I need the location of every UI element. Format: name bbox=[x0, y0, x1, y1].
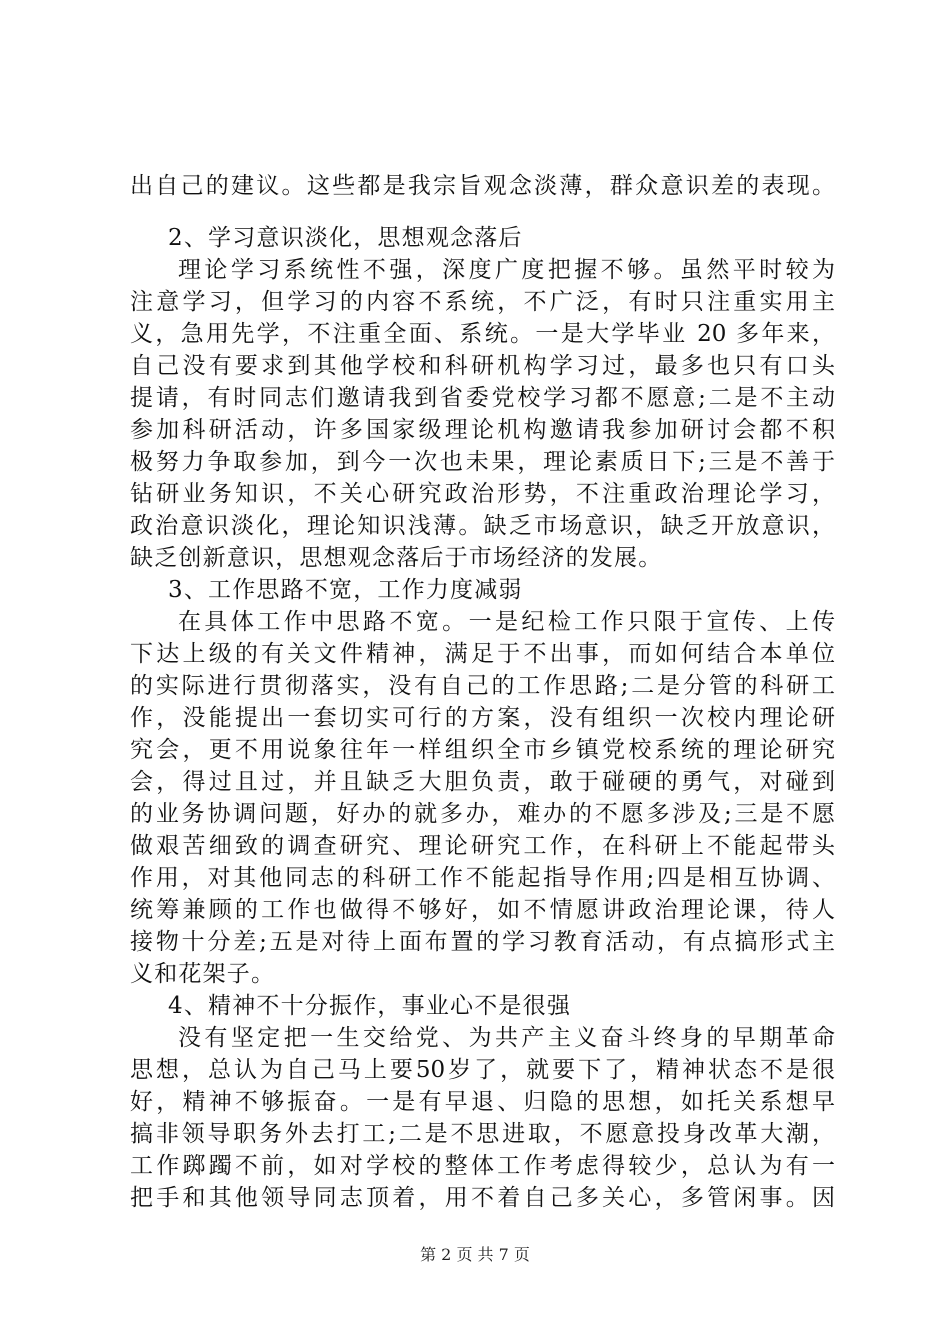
document-body bbox=[130, 170, 835, 1214]
paragraph-line: 缺乏创新意识，思想观念落后于市场经济的发展。 bbox=[130, 545, 663, 571]
paragraph-gap bbox=[130, 202, 835, 222]
paragraph-line: 义，急用先学，不注重全面、系统。一是大学毕业 20 多年来， bbox=[130, 321, 835, 347]
paragraph-line: 作用，对其他同志的科研工作不能起指导作用;四是相互协调、 bbox=[130, 865, 835, 891]
paragraph-line: 理论学习系统性不强，深度广度把握不够。虽然平时较为 bbox=[178, 257, 835, 283]
paragraph-line: 下达上级的有关文件精神，满足于不出事，而如何结合本单位 bbox=[130, 641, 835, 667]
section-heading-3: 3、工作思路不宽，工作力度减弱 bbox=[168, 577, 523, 603]
paragraph-line: 极努力争取参加，到今一次也未果，理论素质日下;三是不善于 bbox=[130, 449, 835, 475]
paragraph-line: 提请，有时同志们邀请我到省委党校学习都不愿意;二是不主动 bbox=[130, 385, 835, 411]
section-heading-4: 4、精神不十分振作，事业心不是很强 bbox=[168, 993, 572, 1019]
paragraph-line: 思想，总认为自己马上要50岁了，就要下了，精神状态不是很 bbox=[130, 1057, 835, 1083]
paragraph-line: 出自己的建议。这些都是我宗旨观念淡薄，群众意识差的表现。 bbox=[130, 173, 835, 199]
paragraph-line: 把手和其他领导同志顶着，用不着自己多关心，多管闲事。因 bbox=[130, 1185, 835, 1211]
paragraph-line: 好，精神不够振奋。一是有早退、归隐的思想，如托关系想早 bbox=[130, 1089, 835, 1115]
paragraph-line: 注意学习，但学习的内容不系统，不广泛，有时只注重实用主 bbox=[130, 289, 835, 315]
page-number-footer: 第 2 页 共 7 页 bbox=[420, 1245, 530, 1264]
paragraph-line: 会，得过且过，并且缺乏大胆负责，敢于碰硬的勇气，对碰到 bbox=[130, 769, 835, 795]
paragraph-line: 作，没能提出一套切实可行的方案，没有组织一次校内理论研 bbox=[130, 705, 835, 731]
paragraph-line: 没有坚定把一生交给党、为共产主义奋斗终身的早期革命 bbox=[178, 1025, 835, 1051]
paragraph-line: 参加科研活动，许多国家级理论机构邀请我参加研讨会都不积 bbox=[130, 417, 835, 443]
paragraph-line: 义和花架子。 bbox=[130, 961, 276, 987]
paragraph-line: 究会，更不用说象往年一样组织全市乡镇党校系统的理论研究 bbox=[130, 737, 835, 763]
section-heading-2: 2、学习意识淡化，思想观念落后 bbox=[168, 225, 523, 251]
paragraph-line: 做艰苦细致的调查研究、理论研究工作，在科研上不能起带头 bbox=[130, 833, 835, 859]
paragraph-line: 钻研业务知识，不关心研究政治形势，不注重政治理论学习， bbox=[130, 481, 835, 507]
paragraph-line: 政治意识淡化，理论知识浅薄。缺乏市场意识，缺乏开放意识， bbox=[130, 513, 835, 539]
paragraph-line: 的实际进行贯彻落实，没有自己的工作思路;二是分管的科研工 bbox=[130, 673, 835, 699]
paragraph-line: 搞非领导职务外去打工;二是不思进取，不愿意投身改革大潮， bbox=[130, 1121, 835, 1147]
paragraph-line: 自己没有要求到其他学校和科研机构学习过，最多也只有口头 bbox=[130, 353, 835, 379]
paragraph-line: 统筹兼顾的工作也做得不够好，如不情愿讲政治理论课，待人 bbox=[130, 897, 835, 923]
paragraph-line: 的业务协调问题，好办的就多办，难办的不愿多涉及;三是不愿 bbox=[130, 801, 835, 827]
paragraph-line: 工作踯躅不前，如对学校的整体工作考虑得较少，总认为有一 bbox=[130, 1153, 835, 1179]
paragraph-line: 接物十分差;五是对待上面布置的学习教育活动，有点搞形式主 bbox=[130, 929, 835, 955]
paragraph-line: 在具体工作中思路不宽。一是纪检工作只限于宣传、上传 bbox=[178, 609, 835, 635]
